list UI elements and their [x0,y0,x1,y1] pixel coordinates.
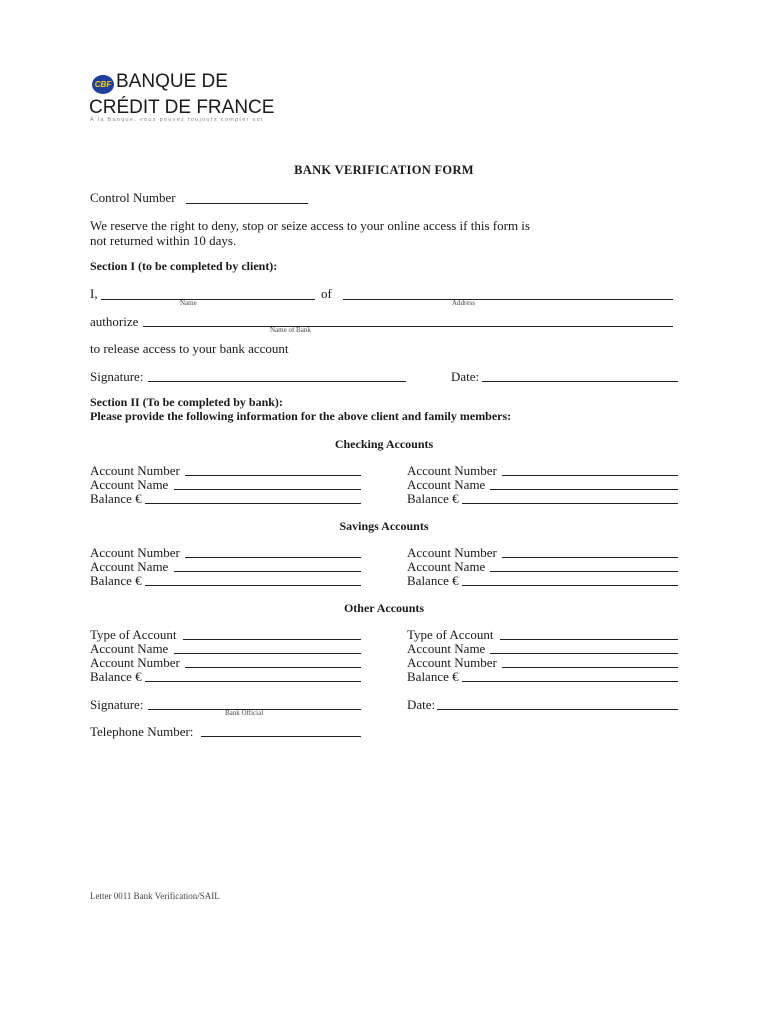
control-number-label: Control Number [90,190,176,205]
checking1-account-number-field[interactable] [185,475,361,476]
other2-account-number-field[interactable] [502,667,678,668]
release-text: to release access to your bank account [90,341,289,356]
checking1-account-name-field[interactable] [174,489,361,490]
bank-signature-label: Signature: [90,697,144,712]
checking1-balance-field[interactable] [145,503,361,504]
savings2-balance-field[interactable] [462,585,678,586]
i-label: I, [90,286,98,301]
notice-line1: We reserve the right to deny, stop or seize access to your online access if this form is [90,218,530,233]
other2-account-number-label: Account Number [407,655,497,670]
other1-account-number-field[interactable] [185,667,361,668]
client-date-field[interactable] [482,381,678,382]
bank-name-line1: BANQUE DE [116,71,228,92]
other1-account-number-label: Account Number [90,655,180,670]
checking1-balance-label: Balance € [90,491,142,506]
client-signature-field[interactable] [148,381,406,382]
savings1-account-name-field[interactable] [174,571,361,572]
savings-heading: Savings Accounts [339,519,429,533]
client-address-field[interactable] [343,299,673,300]
control-number-field[interactable] [186,203,308,204]
form-title: BANK VERIFICATION FORM [294,163,474,177]
bank-name-field[interactable] [143,326,673,327]
telephone-label: Telephone Number: [90,724,194,739]
other1-balance-field[interactable] [145,681,361,682]
checking2-account-name-field[interactable] [490,489,678,490]
client-date-label: Date: [451,369,480,384]
other1-account-name-label: Account Name [90,641,169,656]
checking2-account-number-field[interactable] [502,475,678,476]
checking2-account-number-label: Account Number [407,463,497,478]
section1-heading: Section I (to be completed by client): [90,259,278,273]
notice-line2: not returned within 10 days. [90,233,237,248]
savings2-account-name-field[interactable] [490,571,678,572]
authorize-label: authorize [90,314,139,329]
other1-account-name-field[interactable] [174,653,361,654]
bank-date-field[interactable] [437,709,678,710]
checking2-account-name-label: Account Name [407,477,486,492]
savings2-account-number-field[interactable] [502,557,678,558]
bank-name-line2: CRÉDIT DE FRANCE [89,97,275,118]
savings2-account-name-label: Account Name [407,559,486,574]
checking1-account-name-label: Account Name [90,477,169,492]
other-heading: Other Accounts [343,601,425,615]
bank-logo-icon: CBF [92,75,114,94]
bank-tagline: À la Banque, vous pouvez toujours compter sur [90,117,265,123]
footer-reference: Letter 0011 Bank Verification/SAIL [90,891,220,901]
other2-account-name-field[interactable] [490,653,678,654]
checking-heading: Checking Accounts [334,437,434,451]
savings1-account-number-label: Account Number [90,545,180,560]
savings1-account-number-field[interactable] [185,557,361,558]
client-name-field[interactable] [101,299,315,300]
checking2-balance-label: Balance € [407,491,459,506]
bank-name-caption: Name of Bank [270,326,311,334]
client-signature-label: Signature: [90,369,144,384]
savings2-account-number-label: Account Number [407,545,497,560]
savings1-balance-label: Balance € [90,573,142,588]
name-caption: Name [180,299,197,307]
savings2-balance-label: Balance € [407,573,459,588]
other1-type-field[interactable] [183,639,361,640]
other2-account-name-label: Account Name [407,641,486,656]
other1-balance-label: Balance € [90,669,142,684]
section2-heading: Section II (To be completed by bank): [90,395,283,409]
address-caption: Address [452,299,475,307]
of-label: of [321,286,332,301]
checking1-account-number-label: Account Number [90,463,180,478]
other2-type-field[interactable] [500,639,678,640]
telephone-field[interactable] [201,736,361,737]
section2-subheading: Please provide the following information for the above client and family members: [90,409,512,423]
other2-balance-label: Balance € [407,669,459,684]
other2-balance-field[interactable] [462,681,678,682]
bank-official-caption: Bank Official [225,709,264,717]
other1-type-label: Type of Account [90,627,177,642]
checking2-balance-field[interactable] [462,503,678,504]
savings1-account-name-label: Account Name [90,559,169,574]
other2-type-label: Type of Account [407,627,494,642]
savings1-balance-field[interactable] [145,585,361,586]
bank-date-label: Date: [407,697,436,712]
